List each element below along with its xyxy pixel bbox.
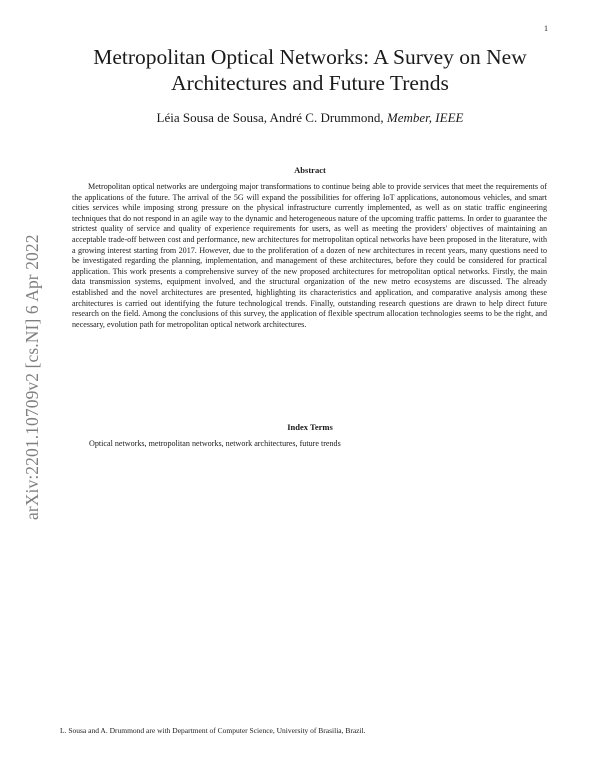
author-line [40,110,580,126]
index-terms-text: Optical networks, metropolitan networks, network architectures, future trends [89,439,341,448]
author-affiliation-footnote: L. Sousa and A. Drummond are with Department of Computer Science, University of Brasilia, Brazil. [60,726,366,735]
page-number: 1 [544,24,548,33]
arxiv-identifier-stamp: arXiv:2201.10709v2 [cs.NI] 6 Apr 2022 [22,234,42,520]
abstract-heading: Abstract [294,165,326,175]
paper-title: Metropolitan Optical Networks: A Survey on New Architectures and Future Trends [93,45,527,95]
index-terms-heading: Index Terms [287,422,333,432]
abstract-text: Metropolitan optical networks are undergoing major transformations to continue being able to provide services that meet the requirements of the applications of the future. The arrival of the 5G will expand the possibilities for offering IoT applications, autonomous vehicles, and smart cities services while imposing strong pressure on the physical infrastructure currently implemented, as well as on static traffic engineering techniques that do not respond in an agile way to the dynamic and heterogeneous nature of the upcoming traffic patterns. In order to guarantee the strictest quality of service and quality of experience requirements for users, as well as meeting the providers' objectives of maintaining an acceptable trade-off between cost and performance, new architectures for metropolitan optical networks have been proposed in the literature, with a growing interest starting from 2017. However, due to the proliferation of a dozen of new architectures in recent years, many questions need to be investigated regarding the planning, implementation, and management of these architectures, before they could be considered for practical application. This work presents a comprehensive survey of the new proposed architectures for metropolitan optical networks. Firstly, the main data transmission systems, equipment involved, and the structural organization of the new metro ecosystems are discussed. The already established and the novel architectures are presented, highlighting its characteristics and application, and comparative analysis among these architectures is carried out identifying the future technological trends. Finally, outstanding research questions are drawn to help direct future research on the field. Among the conclusions of this survey, the application of flexible spectrum allocation technologies seems to be the right, and necessary, evolution path for metropolitan optical network architectures. [72,182,547,329]
author-membership: Member, IEEE [386,110,464,125]
author-names: Léia Sousa de Sousa, André C. Drummond, [156,110,387,125]
